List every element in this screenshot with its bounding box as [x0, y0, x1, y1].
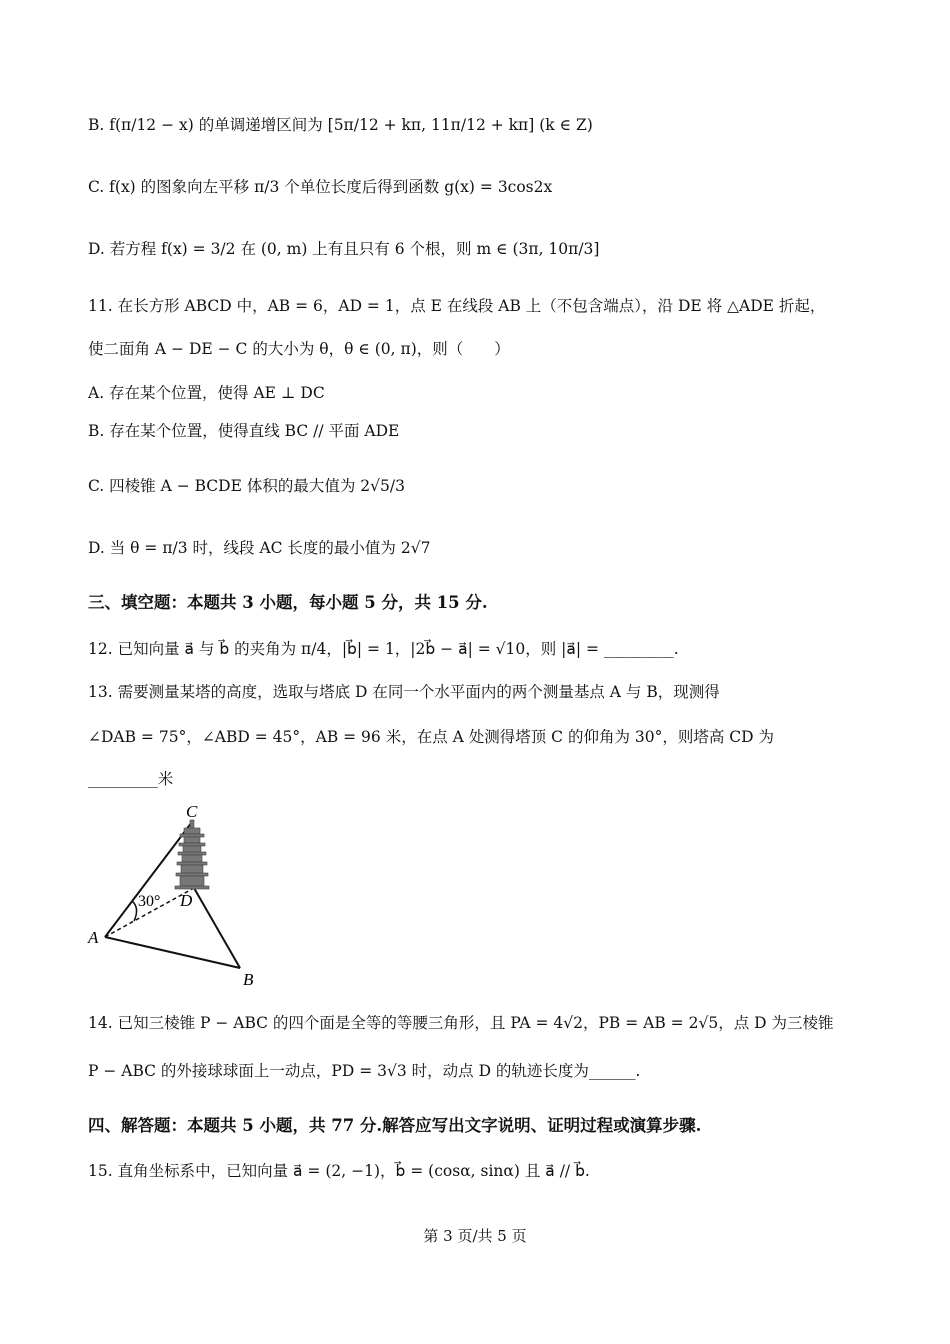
side-ac	[105, 822, 192, 937]
q13-line-2: ∠DAB = 75°，∠ABD = 45°，AB = 96 米，在点 A 处测得塔顶 C 的仰角为 30°，则塔高 CD 为	[88, 728, 775, 746]
pagoda-icon	[175, 820, 209, 889]
q11-stem-2: 使二面角 A − DE − C 的大小为 θ，θ ∈ (0, π)，则（ ）	[88, 340, 510, 358]
label-d: D	[180, 891, 193, 910]
side-bd	[194, 888, 240, 968]
label-c: C	[186, 802, 198, 821]
q14-line-2: P − ABC 的外接球球面上一动点，PD = 3√3 时，动点 D 的轨迹长度为______.	[88, 1062, 641, 1080]
q13-line-3: _________米	[88, 770, 174, 788]
option-11c: C. 四棱锥 A − BCDE 体积的最大值为 2√5/3	[88, 477, 405, 495]
section-4-heading: 四、解答题：本题共 5 小题，共 77 分.解答应写出文字说明、证明过程或演算步骤.	[88, 1116, 702, 1135]
q12: 12. 已知向量 a⃗ 与 b⃗ 的夹角为 π/4，|b⃗| = 1，|2b⃗ − a⃗| = √10，则 |a⃗| = _________.	[88, 640, 679, 658]
label-a: A	[88, 928, 99, 947]
page-footer: 第 3 页/共 5 页	[423, 1227, 527, 1245]
section-3-heading: 三、填空题：本题共 3 小题，每小题 5 分，共 15 分.	[88, 593, 488, 612]
side-ab	[105, 937, 240, 968]
angle-arc	[132, 901, 137, 921]
option-11b: B. 存在某个位置，使得直线 BC // 平面 ADE	[88, 422, 400, 440]
option-11d: D. 当 θ = π/3 时，线段 AC 长度的最小值为 2√7	[88, 539, 431, 557]
q11-stem-1: 11. 在长方形 ABCD 中，AB = 6，AD = 1，点 E 在线段 AB 上（不包含端点），沿 DE 将 △ADE 折起，	[88, 297, 826, 315]
q14-line-1: 14. 已知三棱锥 P − ABC 的四个面是全等的等腰三角形，且 PA = 4√2，PB = AB = 2√5，点 D 为三棱锥	[88, 1014, 834, 1032]
tower-figure	[80, 800, 280, 994]
q15: 15. 直角坐标系中，已知向量 a⃗ = (2, −1)，b⃗ = (cosα, sinα) 且 a⃗ // b⃗.	[88, 1162, 590, 1180]
label-b: B	[243, 970, 254, 989]
option-10d: D. 若方程 f(x) = 3/2 在 (0, m) 上有且只有 6 个根，则 m ∈ (3π, 10π/3]	[88, 240, 600, 258]
q13-line-1: 13. 需要测量某塔的高度，选取与塔底 D 在同一个水平面内的两个测量基点 A 与 B，现测得	[88, 683, 720, 701]
angle-label: 30°	[138, 893, 161, 910]
option-11a: A. 存在某个位置，使得 AE ⊥ DC	[88, 384, 325, 402]
option-10c: C. f(x) 的图象向左平移 π/3 个单位长度后得到函数 g(x) = 3cos2x	[88, 178, 553, 196]
option-10b: B. f(π/12 − x) 的单调递增区间为 [5π/12 + kπ, 11π/12 + kπ] (k ∈ Z)	[88, 116, 593, 134]
